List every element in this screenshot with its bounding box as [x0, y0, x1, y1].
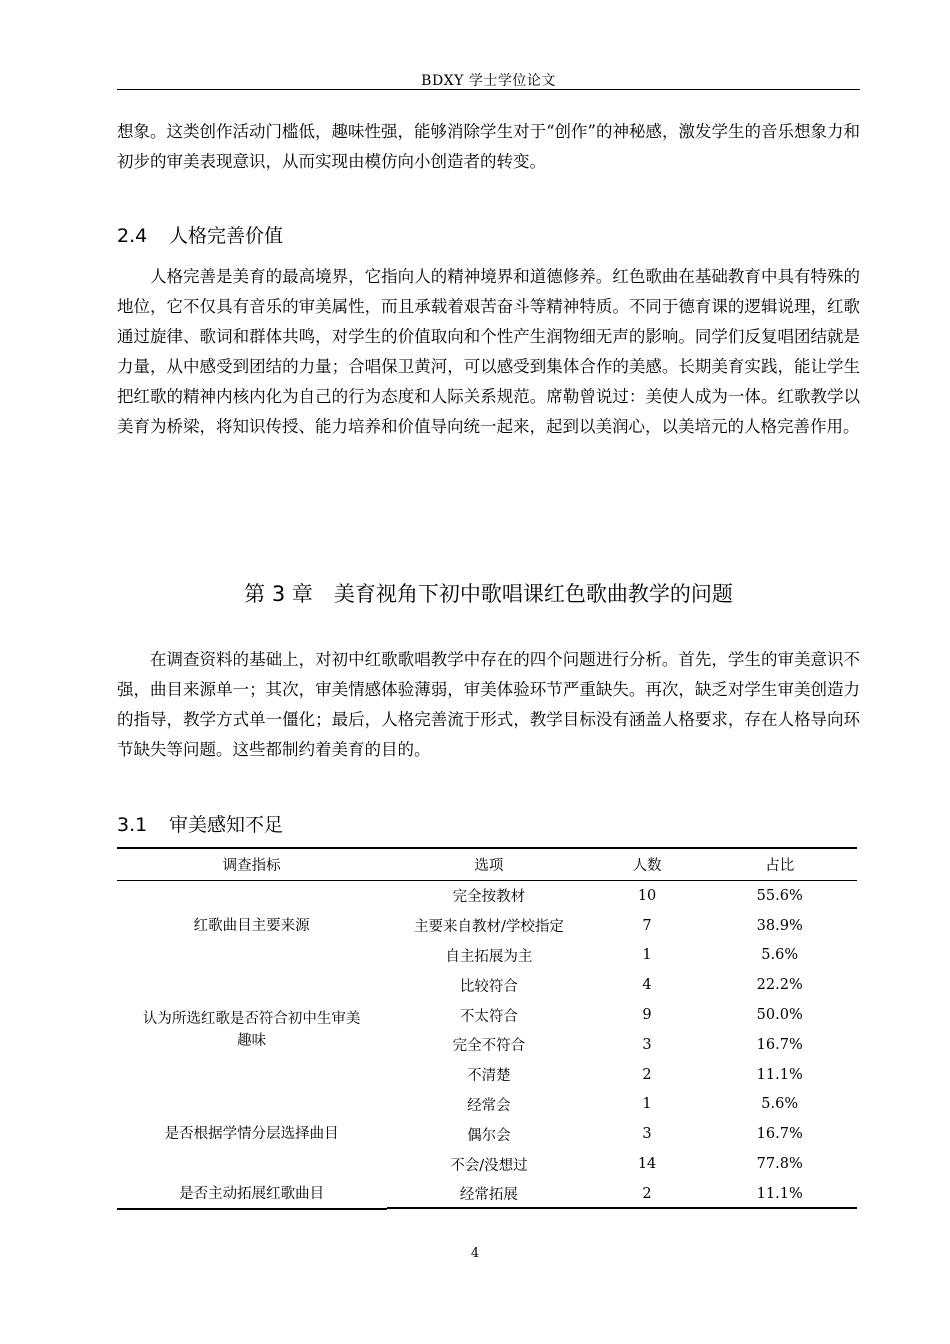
section-2-4-paragraph: 人格完善是美育的最高境界，它指向人的精神境界和道德修养。红色歌曲在基础教育中具有特殊的地位，它不仅具有音乐的审美属性，而且承载着艰苦奋斗等精神特质。不同于德育课的逻辑说理，红歌通过旋律、歌词和群体共鸣，对学生的价值取向和个性产生润物细无声的影响。同学们反复唱团结就是力量，从中感受到团结的力量；合唱保卫黄河，可以感受到集体合作的美感。长期美育实践，能让学生把红歌的精神内核内化为自己的行为态度和人际关系规范。席勒曾说过：美使人成为一体。红歌教学以美育为桥梁，将知识传授、能力培养和价值导向统一起来，起到以美润心，以美培元的人格完善作用。 [117, 267, 860, 436]
indicator-cell: 红歌曲目主要来源 [193, 917, 310, 934]
option-cell: 经常会 [467, 1097, 511, 1114]
count-cell: 3 [642, 1036, 652, 1053]
indicator-cell: 是否根据学情分层选择曲目 [164, 1126, 339, 1143]
option-cell: 完全按教材 [452, 889, 526, 906]
section-title: 审美感知不足 [169, 814, 284, 836]
count-cell: 3 [642, 1126, 652, 1143]
option-cell: 经常拓展 [459, 1187, 518, 1204]
percent-cell: 77.8% [756, 1156, 803, 1173]
percent-cell: 5.6% [761, 947, 799, 964]
count-cell: 9 [642, 1007, 652, 1024]
table-bottom-rule [117, 1208, 387, 1210]
table-row [117, 1090, 857, 1120]
option-cell: 偶尔会 [467, 1127, 511, 1144]
chapter-3-heading: 第 3 章 美育视角下初中歌唱课红色歌曲教学的问题 [244, 582, 733, 606]
column-header: 占比 [702, 848, 857, 881]
percent-cell: 22.2% [756, 977, 803, 994]
option-cell: 不太符合 [459, 1008, 518, 1025]
percent-cell: 38.9% [756, 917, 803, 934]
survey-table [117, 848, 857, 1209]
option-cell: 完全不符合 [452, 1038, 526, 1055]
section-number: 2.4 [117, 225, 148, 247]
count-cell: 2 [642, 1185, 652, 1202]
option-cell: 不清楚 [467, 1068, 511, 1085]
count-cell: 2 [642, 1066, 652, 1083]
percent-cell: 11.1% [756, 1185, 803, 1202]
running-header: BDXY 学士学位论文 [421, 73, 556, 89]
column-header: 选项 [386, 848, 592, 881]
section-number: 3.1 [117, 814, 148, 836]
page-number: 4 [470, 1246, 480, 1261]
option-cell: 自主拓展为主 [445, 948, 533, 965]
count-cell: 1 [642, 947, 652, 964]
count-cell: 7 [642, 917, 652, 934]
percent-cell: 16.7% [756, 1126, 803, 1143]
count-cell: 14 [637, 1156, 657, 1173]
option-cell: 比较符合 [459, 978, 518, 995]
table-header-row [117, 848, 857, 881]
percent-cell: 5.6% [761, 1096, 799, 1113]
table-bottom-rule [387, 1207, 857, 1209]
section-3-1-heading [117, 810, 283, 837]
table-row [117, 881, 857, 911]
section-2-4-heading [117, 221, 283, 248]
column-header: 人数 [592, 848, 703, 881]
column-header: 调查指标 [117, 848, 386, 881]
percent-cell: 11.1% [756, 1066, 803, 1083]
option-cell: 主要来自教材/学校指定 [413, 919, 564, 936]
indicator-cell: 是否主动拓展红歌曲目 [179, 1185, 325, 1202]
indicator-cell: 认为所选红歌是否符合初中生审美趣味 [142, 1010, 361, 1049]
section-title: 人格完善价值 [169, 225, 284, 247]
chapter-3-paragraph: 在调查资料的基础上，对初中红歌歌唱教学中存在的四个问题进行分析。首先，学生的审美意识不强，曲目来源单一；其次，审美情感体验薄弱，审美体验环节严重缺失。再次，缺乏对学生审美创造力的指导，教学方式单一僵化；最后，人格完善流于形式，教学目标没有涵盖人格要求，存在人格导向环节缺失等问题。这些都制约着美育的目的。 [117, 650, 860, 759]
intro-paragraph: 想象。这类创作活动门槛低，趣味性强，能够消除学生对于“创作”的神秘感，激发学生的音乐想象力和初步的审美表现意识，从而实现由模仿向小创造者的转变。 [117, 122, 860, 171]
header-rule [117, 89, 860, 90]
option-cell: 不会/没想过 [450, 1157, 528, 1174]
count-cell: 1 [642, 1096, 652, 1113]
percent-cell: 50.0% [756, 1007, 803, 1024]
count-cell: 4 [642, 977, 652, 994]
table-row [117, 970, 857, 1000]
percent-cell: 55.6% [756, 887, 803, 904]
percent-cell: 16.7% [756, 1036, 803, 1053]
count-cell: 10 [637, 887, 657, 904]
table-row [117, 1179, 857, 1209]
